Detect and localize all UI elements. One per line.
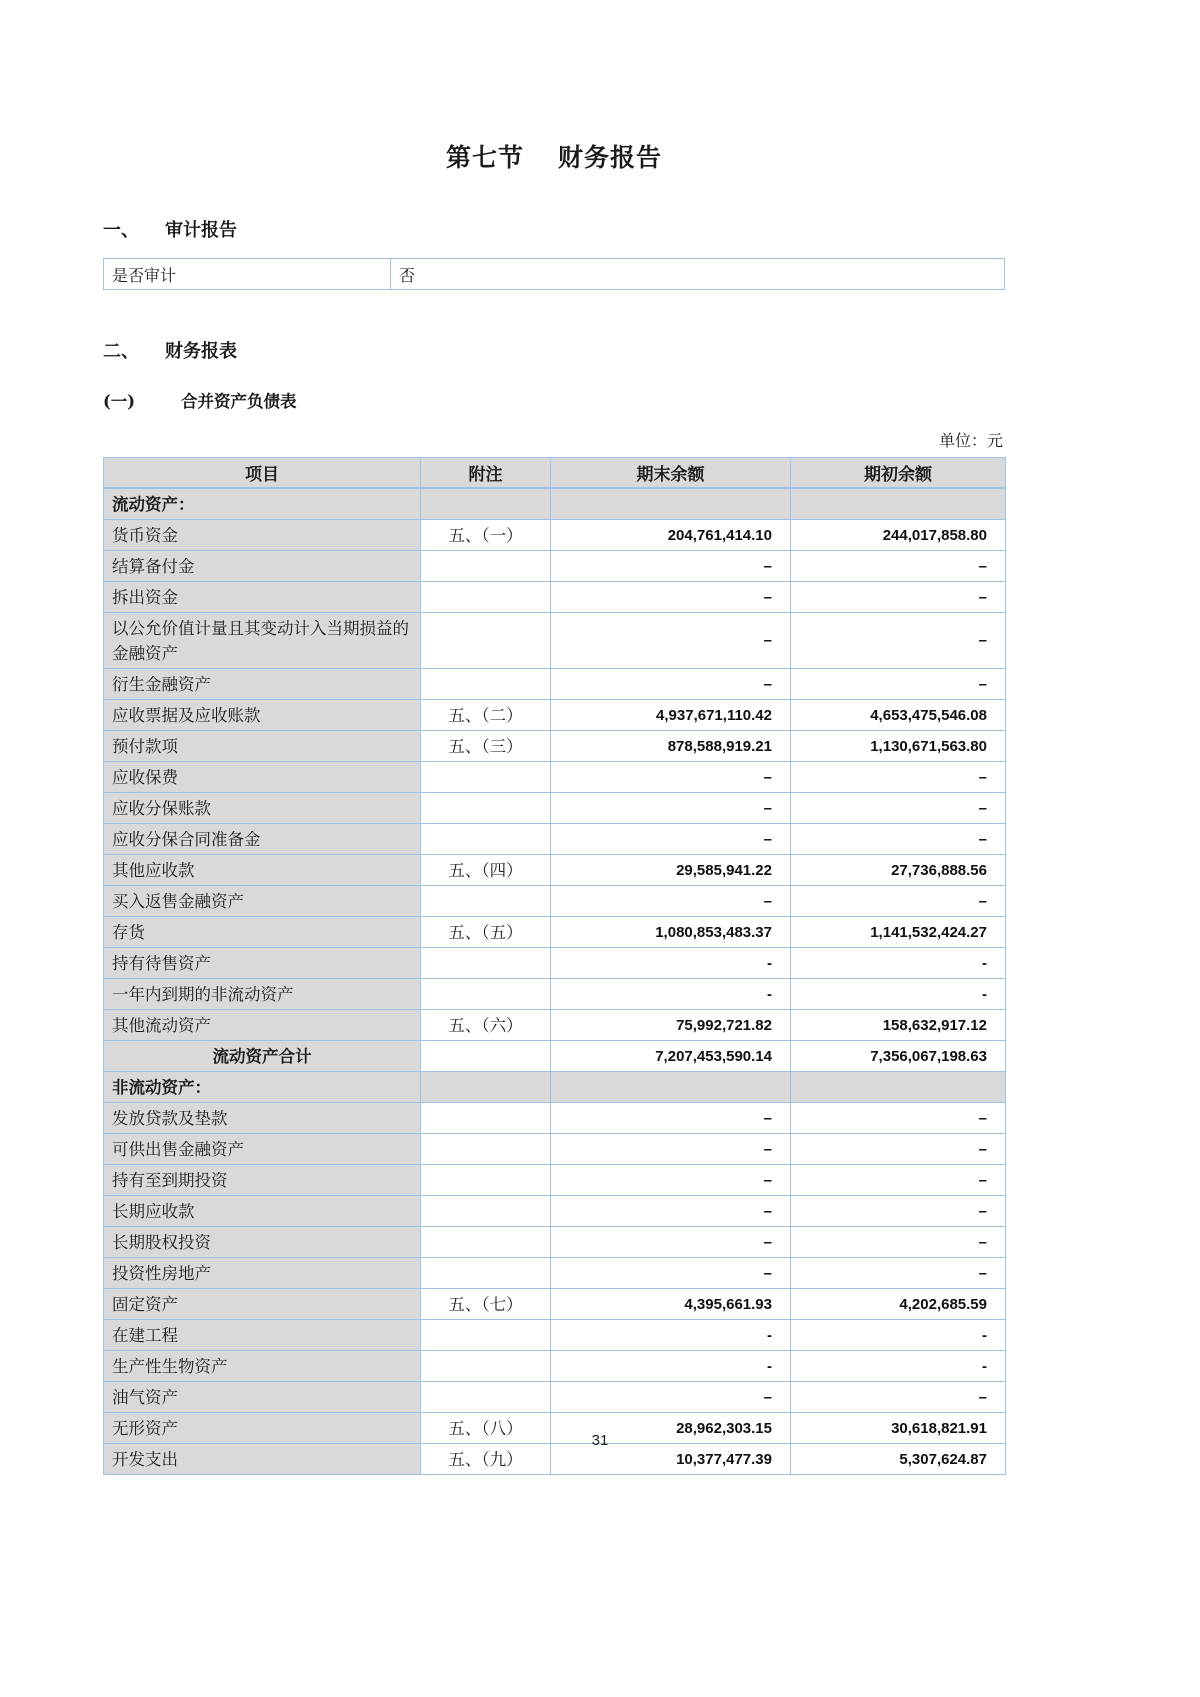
beginning-balance-cell: - [791,1350,1006,1381]
ending-balance-cell: – [551,1102,791,1133]
ending-balance-cell: - [551,1319,791,1350]
note-cell [421,1164,551,1195]
item-cell: 固定资产 [104,1288,421,1319]
ending-balance-cell: – [551,581,791,612]
document-title-section: 第七节 [445,143,524,172]
beginning-balance-cell: 1,141,532,424.27 [791,916,1006,947]
note-cell: 五、（九） [421,1443,551,1474]
item-cell: 油气资产 [104,1381,421,1412]
beginning-balance-cell: 4,202,685.59 [791,1288,1006,1319]
table-row [104,1288,1006,1319]
note-cell [421,761,551,792]
table-row [104,916,1006,947]
beginning-balance-cell: – [791,1257,1006,1288]
unit-note: 单位：元 [938,431,1003,450]
beginning-balance-cell: 30,618,821.91 [791,1412,1006,1443]
ending-balance-cell: – [551,668,791,699]
note-cell [421,1319,551,1350]
item-cell: 买入返售金融资产 [104,885,421,916]
table-row [104,1226,1006,1257]
beginning-balance-cell [791,1071,1006,1102]
ending-balance-cell: – [551,1195,791,1226]
table-row [104,1381,1006,1412]
item-cell: 预付款项 [104,730,421,761]
balance-sheet-sub-index: (一) [103,392,136,411]
item-cell: 其他应收款 [104,854,421,885]
section-header-row [104,488,1006,520]
note-cell: 五、（四） [421,854,551,885]
item-cell: 以公允价值计量且其变动计入当期损益的金融资产 [104,612,421,668]
item-cell: 应收分保合同准备金 [104,823,421,854]
note-cell [421,1381,551,1412]
item-cell: 应收分保账款 [104,792,421,823]
statements-section-index: 二、 [103,341,139,362]
page-number: 31 [591,1432,609,1449]
section-header-row [104,1071,1006,1102]
item-cell: 发放贷款及垫款 [104,1102,421,1133]
table-row [104,1257,1006,1288]
beginning-balance-cell: – [791,885,1006,916]
audit-section-heading [103,216,1005,242]
beginning-balance-cell: – [791,823,1006,854]
note-cell [421,1257,551,1288]
beginning-balance-cell: 4,653,475,546.08 [791,699,1006,730]
table-row [104,668,1006,699]
page-content [103,0,1005,1475]
item-cell: 货币资金 [104,519,421,550]
table-row [104,730,1006,761]
ending-balance-cell: - [551,947,791,978]
note-cell [421,581,551,612]
note-cell [421,488,551,520]
ending-balance-cell: – [551,550,791,581]
ending-balance-cell: 4,395,661.93 [551,1288,791,1319]
note-cell [421,550,551,581]
beginning-balance-cell: – [791,1133,1006,1164]
item-cell: 应收票据及应收账款 [104,699,421,730]
audit-question-cell: 是否审计 [104,259,391,290]
audit-section-index: 一、 [103,220,139,241]
item-cell: 无形资产 [104,1412,421,1443]
beginning-balance-cell: - [791,978,1006,1009]
note-cell [421,823,551,854]
item-cell: 开发支出 [104,1443,421,1474]
ending-balance-cell [551,1071,791,1102]
item-cell: 持有至到期投资 [104,1164,421,1195]
beginning-balance-cell: 1,130,671,563.80 [791,730,1006,761]
beginning-balance-cell [791,488,1006,520]
ending-balance-cell: – [551,1164,791,1195]
ending-balance-cell: – [551,823,791,854]
item-cell: 投资性房地产 [104,1257,421,1288]
note-cell: 五、（五） [421,916,551,947]
note-cell: 五、（二） [421,699,551,730]
item-cell: 生产性生物资产 [104,1350,421,1381]
note-cell [421,1350,551,1381]
table-row [104,612,1006,668]
table-row [104,885,1006,916]
beginning-balance-cell: - [791,1319,1006,1350]
ending-balance-cell: – [551,1381,791,1412]
ending-balance-cell: 75,992,721.82 [551,1009,791,1040]
table-row [104,792,1006,823]
ending-balance-cell: 10,377,477.39 [551,1443,791,1474]
note-cell: 五、（七） [421,1288,551,1319]
note-cell: 五、（六） [421,1009,551,1040]
ending-balance-cell: – [551,792,791,823]
beginning-balance-cell: – [791,761,1006,792]
document-title [103,138,1005,174]
ending-balance-cell: – [551,1257,791,1288]
beginning-balance-cell: – [791,668,1006,699]
beginning-balance-cell: – [791,1226,1006,1257]
beginning-balance-cell: – [791,1381,1006,1412]
table-row [104,1102,1006,1133]
column-header-beginning-balance: 期初余额 [791,458,1006,488]
ending-balance-cell: 878,588,919.21 [551,730,791,761]
beginning-balance-cell: – [791,1102,1006,1133]
ending-balance-cell: - [551,1350,791,1381]
ending-balance-cell: 28,962,303.15 [551,1412,791,1443]
table-row [104,1164,1006,1195]
item-cell: 长期股权投资 [104,1226,421,1257]
subtotal-row [104,1040,1006,1071]
column-header-note: 附注 [421,458,551,488]
table-row [104,1009,1006,1040]
table-row [104,519,1006,550]
column-header-ending-balance: 期末余额 [551,458,791,488]
table-row [104,1350,1006,1381]
beginning-balance-cell: 7,356,067,198.63 [791,1040,1006,1071]
balance-sheet-sub-title: 合并资产负债表 [181,392,297,411]
note-cell: 五、（八） [421,1412,551,1443]
item-cell: 在建工程 [104,1319,421,1350]
note-cell [421,978,551,1009]
document-title-text: 财务报告 [558,143,663,172]
note-cell [421,668,551,699]
ending-balance-cell: 4,937,671,110.42 [551,699,791,730]
beginning-balance-cell: – [791,612,1006,668]
column-header-item: 项目 [104,458,421,488]
beginning-balance-cell: 158,632,917.12 [791,1009,1006,1040]
table-row [104,978,1006,1009]
item-cell: 持有待售资产 [104,947,421,978]
ending-balance-cell: – [551,1133,791,1164]
ending-balance-cell: – [551,885,791,916]
statements-section-title: 财务报表 [165,341,237,362]
item-cell: 结算备付金 [104,550,421,581]
balance-sheet-table [103,457,1006,1475]
table-row [104,581,1006,612]
note-cell: 五、（一） [421,519,551,550]
item-cell: 应收保费 [104,761,421,792]
ending-balance-cell: – [551,1226,791,1257]
note-cell [421,1040,551,1071]
table-row [104,761,1006,792]
note-cell [421,612,551,668]
note-cell [421,947,551,978]
note-cell: 五、（三） [421,730,551,761]
note-cell [421,792,551,823]
statements-section-heading [103,337,1005,363]
item-cell: 其他流动资产 [104,1009,421,1040]
table-row [104,1133,1006,1164]
ending-balance-cell: – [551,612,791,668]
balance-sheet-header-row [104,458,1006,488]
table-row [104,947,1006,978]
audit-table [103,258,1005,290]
note-cell [421,885,551,916]
ending-balance-cell: - [551,978,791,1009]
audit-table-row [104,259,1005,290]
table-row [104,699,1006,730]
ending-balance-cell: 29,585,941.22 [551,854,791,885]
table-row [104,1195,1006,1226]
item-cell: 拆出资金 [104,581,421,612]
note-cell [421,1133,551,1164]
ending-balance-cell: 204,761,414.10 [551,519,791,550]
ending-balance-cell: 1,080,853,483.37 [551,916,791,947]
beginning-balance-cell: 5,307,624.87 [791,1443,1006,1474]
beginning-balance-cell: – [791,1195,1006,1226]
beginning-balance-cell: 244,017,858.80 [791,519,1006,550]
audit-answer-cell: 否 [391,259,1005,290]
table-row [104,550,1006,581]
item-cell: 存货 [104,916,421,947]
item-cell: 非流动资产： [104,1071,421,1102]
note-cell [421,1071,551,1102]
table-row [104,854,1006,885]
balance-sheet-subheading [103,388,1005,412]
ending-balance-cell: – [551,761,791,792]
item-cell: 衍生金融资产 [104,668,421,699]
item-cell: 一年内到期的非流动资产 [104,978,421,1009]
beginning-balance-cell: – [791,792,1006,823]
item-cell: 流动资产： [104,488,421,520]
note-cell [421,1102,551,1133]
beginning-balance-cell: – [791,581,1006,612]
note-cell [421,1226,551,1257]
beginning-balance-cell: - [791,947,1006,978]
beginning-balance-cell: – [791,550,1006,581]
beginning-balance-cell: 27,736,888.56 [791,854,1006,885]
beginning-balance-cell: – [791,1164,1006,1195]
ending-balance-cell: 7,207,453,590.14 [551,1040,791,1071]
item-cell: 流动资产合计 [104,1040,421,1071]
item-cell: 可供出售金融资产 [104,1133,421,1164]
ending-balance-cell [551,488,791,520]
table-row [104,823,1006,854]
note-cell [421,1195,551,1226]
audit-section-title: 审计报告 [165,220,237,241]
table-row [104,1319,1006,1350]
item-cell: 长期应收款 [104,1195,421,1226]
